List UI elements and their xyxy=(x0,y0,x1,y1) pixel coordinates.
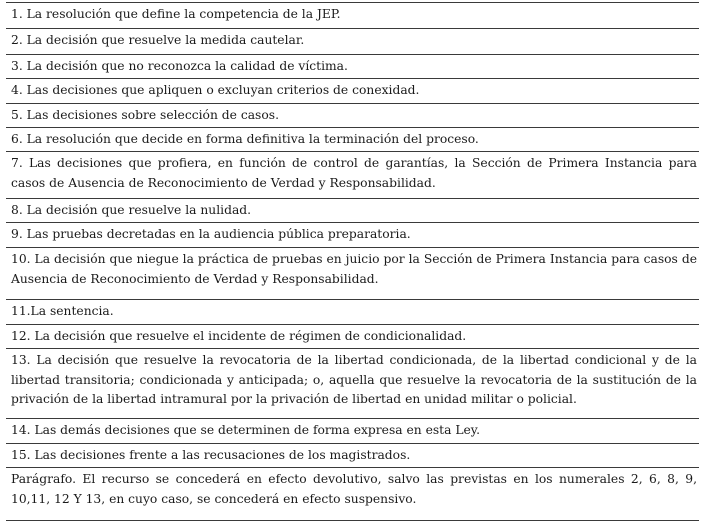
list-item-14: 14. Las demás decisiones que se determinen de forma expresa en esta Ley. xyxy=(6,419,699,444)
list-item-8: 8. La decisión que resuelve la nulidad. xyxy=(6,199,699,223)
list-item-10: 10. La decisión que niegue la práctica de pruebas en juicio por la Sección de Primera Instancia para casos de Ausencia de Reconocimiento de Verdad y Responsabilidad. xyxy=(6,248,699,300)
paragraph-note: Parágrafo. El recurso se concederá en efecto devolutivo, salvo las previstas en los numerales 2, 6, 8, 9, 10,11, 12 Y 13, en cuyo caso, se concederá en efecto suspensivo. xyxy=(6,468,699,521)
list-item-3: 3. La decisión que no reconozca la calidad de víctima. xyxy=(6,55,699,79)
list-item-4: 4. Las decisiones que apliquen o excluyan criterios de conexidad. xyxy=(6,79,699,104)
list-item-9: 9. Las pruebas decretadas en la audiencia pública preparatoria. xyxy=(6,223,699,248)
list-item-1: 1. La resolución que define la competencia de la JEP. xyxy=(6,3,699,29)
list-item-13: 13. La decisión que resuelve la revocatoria de la libertad condicionada, de la libertad condicional y de la libertad transitoria; condicionada y anticipada; o, aquella que resuelve la revocatoria de la sustitución de la privación de la libertad intramural por la privación de libertad en unidad militar o policial. xyxy=(6,349,699,419)
list-item-6: 6. La resolución que decide en forma definitiva la terminación del proceso. xyxy=(6,128,699,152)
list-item-5: 5. Las decisiones sobre selección de casos. xyxy=(6,104,699,128)
list-item-11: 11.La sentencia. xyxy=(6,300,699,325)
decisions-table xyxy=(6,2,699,521)
list-item-12: 12. La decisión que resuelve el incidente de régimen de condicionalidad. xyxy=(6,325,699,349)
list-item-2: 2. La decisión que resuelve la medida cautelar. xyxy=(6,29,699,55)
list-item-7: 7. Las decisiones que profiera, en función de control de garantías, la Sección de Primera Instancia para casos de Ausencia de Reconocimiento de Verdad y Responsabilidad. xyxy=(6,152,699,199)
list-item-15: 15. Las decisiones frente a las recusaciones de los magistrados. xyxy=(6,444,699,468)
